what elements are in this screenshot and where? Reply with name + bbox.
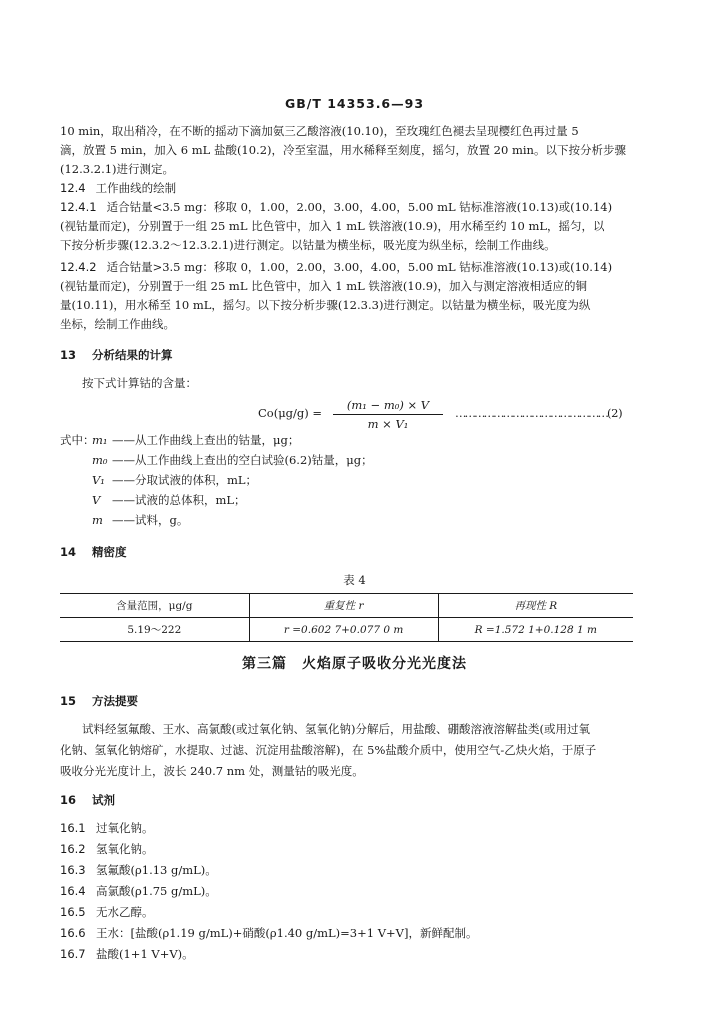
where-item	[92, 473, 257, 487]
section-heading-13	[60, 348, 173, 362]
column-header: 含量范围，μg/g	[60, 594, 249, 618]
symbol: m₀	[92, 453, 108, 467]
clause-text-line: (视钴量而定)，分别置于一组 25 mL 比色管中，加入 1 mL 铁溶液(10.9)，加入与测定溶液相适应的铜	[60, 279, 588, 293]
table-row	[60, 618, 633, 642]
reagent-number: 16.3	[60, 863, 86, 877]
reagent-number: 16.7	[60, 947, 86, 961]
section-title: 精密度	[92, 545, 127, 559]
section-number: 15	[60, 694, 77, 708]
section-title: 工作曲线的绘制	[95, 181, 177, 195]
reagent-item	[60, 947, 194, 961]
precision-table	[60, 593, 633, 642]
section-number: 12.4	[60, 181, 86, 195]
section-title: 分析结果的计算	[92, 348, 173, 362]
clause-12-4-1	[60, 200, 612, 214]
symbol-description: ——从工作曲线上查出的钴量，μg；	[112, 433, 300, 447]
symbol-description: ——试料，g。	[112, 513, 189, 527]
clause-number: 12.4.1	[60, 200, 97, 214]
section-number: 14	[60, 545, 77, 559]
reagent-item	[60, 905, 154, 919]
symbol: m₁	[92, 433, 108, 447]
reagent-text: 氢氟酸(ρ1.13 g/mL)。	[96, 863, 217, 877]
reagent-text: 过氧化钠。	[96, 821, 154, 835]
reagent-text: 氢氧化钠。	[96, 842, 154, 856]
symbol-description: ——分取试液的体积，mL；	[112, 473, 258, 487]
section-title: 方法提要	[92, 694, 138, 708]
reagent-number: 16.1	[60, 821, 86, 835]
reagent-number: 16.6	[60, 926, 86, 940]
table-cell: 5.19～222	[60, 618, 249, 642]
reagent-text: 盐酸(1+1 V+V)。	[96, 947, 194, 961]
section-title: 试剂	[92, 793, 115, 807]
body-text-line: (12.3.2.1)进行测定。	[60, 162, 175, 176]
reagent-item	[60, 842, 154, 856]
reagent-item	[60, 863, 217, 877]
section-number: 13	[60, 348, 77, 362]
where-item	[92, 493, 246, 507]
body-text-line: 滴，放置 5 min，加入 6 mL 盐酸(10.2)，冷至室温，用水稀释至刻度，摇匀，放置 20 min。以下按分析步骤	[60, 143, 626, 157]
reagent-number: 16.4	[60, 884, 86, 898]
where-item	[92, 433, 299, 447]
reagent-number: 16.2	[60, 842, 86, 856]
section-heading-14	[60, 545, 127, 559]
part-title: 第三篇 火焰原子吸收分光光度法	[242, 656, 467, 672]
reagent-text: 无水乙醇。	[96, 905, 154, 919]
reagent-item	[60, 926, 477, 940]
body-text-line: 化钠、氢氧化钠熔矿，水提取、过滤、沉淀用盐酸溶解)，在 5%盐酸介质中，使用空气-乙炔火焰，于原子	[60, 743, 597, 757]
column-header: 重复性 r	[249, 594, 438, 618]
clause-text-line: 适合钴量>3.5 mg：移取 0，1.00，2.00，3.00，4.00，5.00 mL 钴标准溶液(10.13)或(10.14)	[106, 260, 613, 274]
body-text-line: 吸收分光光度计上，波长 240.7 nm 处，测量钴的吸光度。	[60, 764, 364, 778]
formula-fraction	[333, 398, 443, 431]
reagent-number: 16.5	[60, 905, 86, 919]
reagent-text: 高氯酸(ρ1.75 g/mL)。	[96, 884, 217, 898]
clause-text-line: (视钴量而定)，分别置于一组 25 mL 比色管中，加入 1 mL 铁溶液(10.9)，用水稀至约 10 mL，摇匀，以	[60, 219, 605, 233]
table-cell: R =1.572 1+0.128 1 m	[438, 618, 633, 642]
body-text-line: 10 min，取出稍冷，在不断的摇动下滴加氨三乙酸溶液(10.10)，至玫瑰红色褪去呈现樱红色再过量 5	[60, 124, 579, 138]
clause-text-line: 量(10.11)，用水稀至 10 mL，摇匀。以下按分析步骤(12.3.3)进行测定。以钴量为横坐标，吸光度为纵	[60, 298, 591, 312]
symbol-description: ——从工作曲线上查出的空白试验(6.2)钴量，μg；	[112, 453, 373, 467]
formula-denominator: m × V₁	[367, 417, 409, 431]
reagent-text: 王水：[盐酸(ρ1.19 g/mL)+硝酸(ρ1.40 g/mL)=3+1 V+V]，新鲜配制。	[96, 926, 478, 940]
section-heading-15	[60, 694, 138, 708]
reagent-item	[60, 884, 217, 898]
section-number: 16	[60, 793, 77, 807]
table-header-row	[60, 594, 633, 618]
symbol: V	[92, 493, 101, 507]
table-caption: 表 4	[343, 573, 366, 587]
where-item	[92, 453, 373, 467]
clause-12-4-2	[60, 260, 612, 274]
where-prefix: 式中：	[60, 433, 95, 447]
section-heading-12-4	[60, 181, 176, 195]
reagent-item	[60, 821, 154, 835]
section-heading-16	[60, 793, 115, 807]
column-header: 再现性 R	[438, 594, 633, 618]
clause-number: 12.4.2	[60, 260, 97, 274]
where-item	[92, 513, 188, 527]
formula-numerator: (m₁ − m₀) × V	[346, 398, 430, 412]
table-cell: r =0.602 7+0.077 0 m	[249, 618, 438, 642]
body-text-line: 试料经氢氟酸、王水、高氯酸(或过氧化钠、氢氧化钠)分解后，用盐酸、硼酸溶液溶解盐类(或用过氧	[82, 722, 590, 736]
equation-number: …………………………………………( 2 )	[455, 406, 621, 420]
page-header: GB/T 14353.6—93	[284, 96, 425, 111]
symbol-description: ——试液的总体积，mL；	[112, 493, 246, 507]
fraction-bar	[333, 414, 443, 415]
symbol: V₁	[92, 473, 105, 487]
symbol: m	[92, 513, 103, 527]
formula-lhs: Co(μg/g) =	[258, 406, 323, 420]
clause-text-line: 下按分析步骤(12.3.2～12.3.2.1)进行测定。以钴量为横坐标，吸光度为纵坐标，绘制工作曲线。	[60, 238, 556, 252]
clause-text-line: 坐标，绘制工作曲线。	[60, 317, 175, 331]
clause-text-line: 适合钴量<3.5 mg：移取 0，1.00，2.00，3.00，4.00，5.00 mL 钴标准溶液(10.13)或(10.14)	[106, 200, 613, 214]
intro-text: 按下式计算钴的含量：	[82, 376, 197, 390]
